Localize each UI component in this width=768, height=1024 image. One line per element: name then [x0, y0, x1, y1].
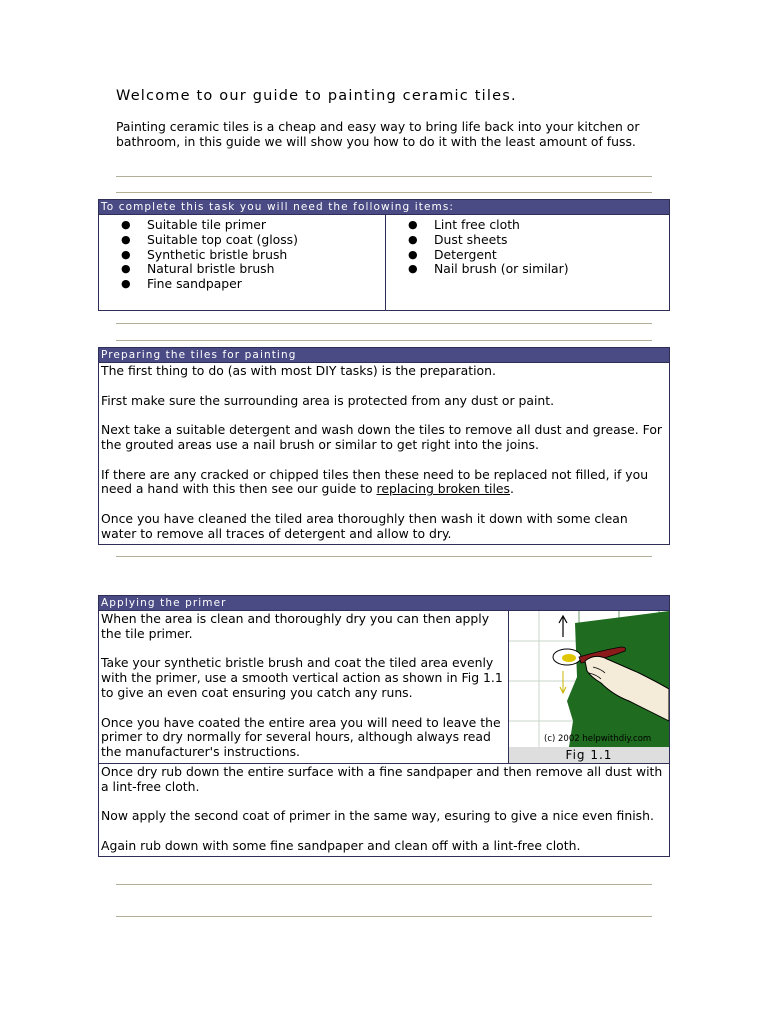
- preparing-tiles-heading: Preparing the tiles for painting: [99, 348, 669, 363]
- bullet-icon: ●: [408, 218, 418, 231]
- item-label: Dust sheets: [434, 231, 508, 247]
- divider: [116, 323, 652, 324]
- item-label: Fine sandpaper: [147, 276, 242, 292]
- item-label: Nail brush (or similar): [434, 261, 569, 277]
- bullet-icon: ●: [121, 218, 131, 231]
- item-list-entry: [121, 218, 385, 233]
- primer-instructions: [99, 611, 509, 763]
- primer-paragraph: Again rub down with some fine sandpaper and clean off with a lint-free cloth.: [101, 837, 581, 853]
- bullet-icon: ●: [121, 232, 131, 246]
- item-list-entry: [408, 233, 669, 248]
- tile-painting-diagram: [509, 611, 669, 747]
- divider: [116, 884, 652, 885]
- primer-continued: [99, 764, 669, 856]
- divider: [116, 556, 652, 557]
- item-list-entry: [408, 248, 669, 263]
- item-label: Synthetic bristle brush: [147, 246, 288, 262]
- item-label: Suitable top coat (gloss): [147, 231, 298, 247]
- page-title: Welcome to our guide to painting ceramic tiles.: [116, 88, 517, 104]
- bullet-icon: ●: [408, 262, 418, 276]
- item-list-entry: [408, 218, 669, 233]
- divider: [116, 340, 652, 341]
- item-label: Lint free cloth: [434, 217, 520, 232]
- item-list-entry: [121, 277, 385, 292]
- primer-paragraph: When the area is clean and thoroughly dry you can then apply the tile primer.: [101, 611, 490, 641]
- prep-paragraph: The first thing to do (as with most DIY tasks) is the preparation.: [101, 363, 496, 378]
- figure-caption: Fig 1.1: [509, 747, 669, 763]
- primer-paragraph: Take your synthetic bristle brush and coat the tiled area evenly with the primer, use a smooth vertical action as shown in Fig 1.1 to give an even coat ensuring you catch any runs.: [101, 655, 503, 700]
- primer-paragraph: Once you have coated the entire area you will need to leave the primer to dry normally for several hours, although always read the manufacturer's instructions.: [101, 714, 501, 760]
- item-label: Detergent: [434, 246, 497, 262]
- figure-copyright: (c) 2002 helpwithdiy.com: [544, 734, 652, 744]
- item-label: Natural bristle brush: [147, 261, 275, 277]
- items-needed-heading: To complete this task you will need the following items:: [99, 200, 669, 215]
- divider: [116, 192, 652, 193]
- prep-paragraph: First make sure the surrounding area is protected from any dust or paint.: [101, 392, 555, 408]
- items-needed-box: [98, 199, 670, 311]
- bullet-icon: ●: [408, 247, 418, 261]
- bullet-icon: ●: [408, 232, 418, 246]
- prep-paragraph: [101, 468, 666, 498]
- figure-1-1: [509, 611, 669, 763]
- item-list-entry: [121, 248, 385, 263]
- replacing-broken-tiles-link[interactable]: replacing broken tiles: [376, 481, 511, 497]
- bullet-icon: ●: [121, 277, 131, 291]
- bullet-icon: ●: [121, 262, 131, 276]
- painting-illustration: [509, 611, 669, 747]
- prep-paragraph: Next take a suitable detergent and wash down the tiles to remove all dust and grease. For the grouted areas use a nail brush or similar to get right into the joins.: [101, 422, 662, 452]
- applying-primer-box: [98, 595, 670, 857]
- item-list-entry: [121, 233, 385, 248]
- divider: [116, 176, 652, 177]
- items-list-right: [386, 215, 669, 310]
- prep-text: .: [510, 481, 514, 497]
- prep-paragraph: Once you have cleaned the tiled area thoroughly then wash it down with some clean water to remove all traces of detergent and allow to dry.: [101, 510, 628, 541]
- item-list-entry: [121, 262, 385, 277]
- prep-text: If there are any cracked or chipped tiles then these need to be replaced not filled, if you need a hand with this then see our guide to: [101, 466, 649, 497]
- primer-paragraph: Now apply the second coat of primer in the same way, esuring to give a nice even finish.: [101, 808, 654, 824]
- item-label: Suitable tile primer: [147, 217, 266, 232]
- item-list-entry: [408, 262, 669, 277]
- bullet-icon: ●: [121, 247, 131, 261]
- divider: [116, 916, 652, 917]
- items-list-left: [99, 215, 386, 310]
- applying-primer-heading: Applying the primer: [99, 596, 669, 611]
- primer-paragraph: Once dry rub down the entire surface with a fine sandpaper and then remove all dust with a lint-free cloth.: [101, 764, 663, 794]
- intro-paragraph: Painting ceramic tiles is a cheap and easy way to bring life back into your kitchen or bathroom, in this guide we will show you how to do it with the least amount of fuss.: [116, 119, 640, 149]
- preparing-tiles-box: [98, 347, 670, 545]
